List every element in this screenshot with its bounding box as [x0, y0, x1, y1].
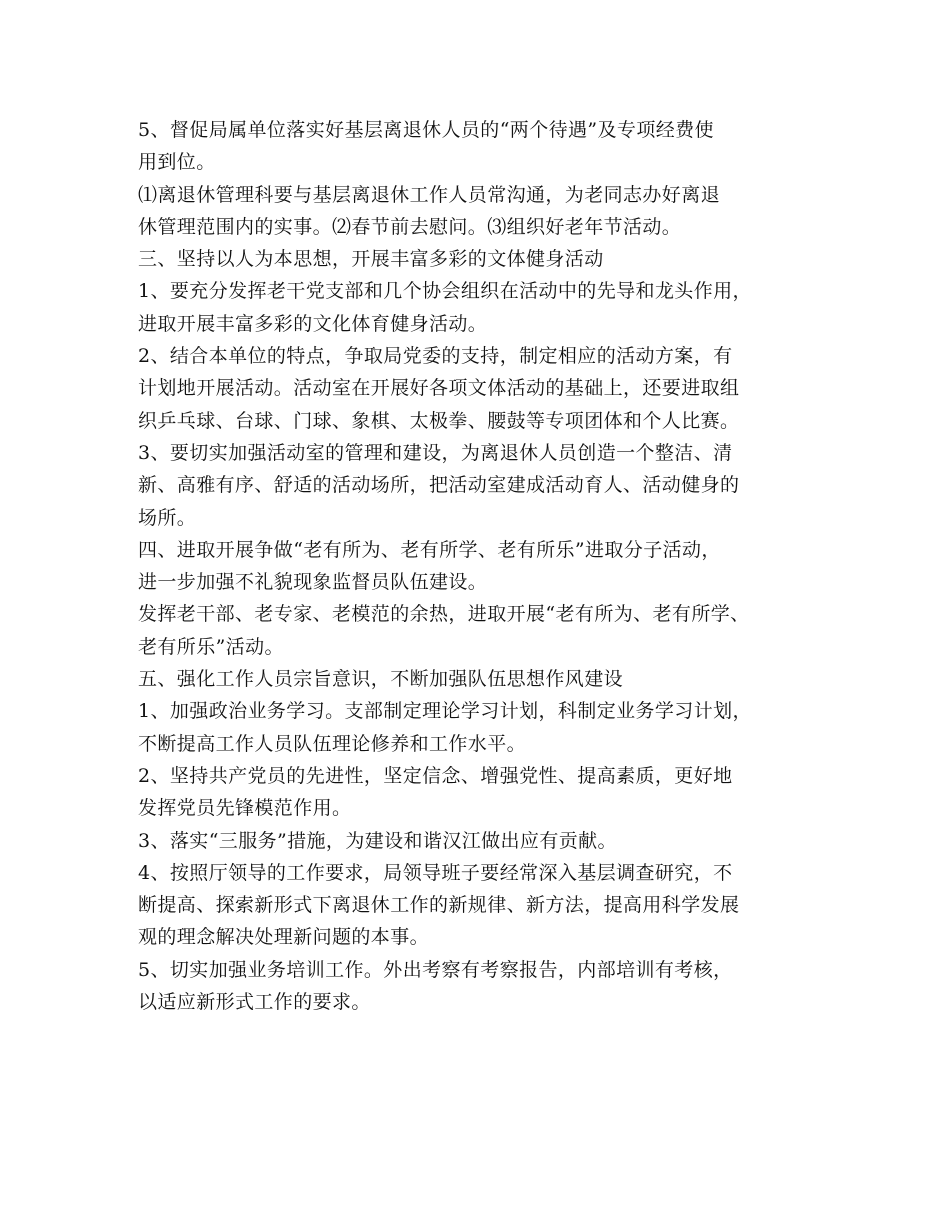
- text-line: 发挥党员先锋模范作用。: [138, 797, 352, 820]
- text-line: 发挥老干部、老专家、老模范的余热，进取开展“老有所为、老有所学、: [138, 603, 750, 626]
- text-line: 场所。: [138, 506, 197, 529]
- text-line: 不断提高工作人员队伍理论修养和工作水平。: [138, 732, 527, 755]
- section-heading: 五、强化工作人员宗旨意识，不断加强队伍思想作风建设: [138, 668, 624, 691]
- text-line: 进取开展丰富多彩的文化体育健身活动。: [138, 312, 488, 335]
- text-line: 5、切实加强业务培训工作。外出考察有考察报告，内部培训有考核，: [138, 958, 733, 981]
- text-line: 用到位。: [138, 151, 216, 174]
- document-body: [138, 114, 838, 1018]
- text-line: 织乒乓球、台球、门球、象棋、太极拳、腰鼓等专项团体和个人比赛。: [138, 409, 740, 432]
- text-line: 3、要切实加强活动室的管理和建设，为离退休人员创造一个整洁、清: [138, 441, 733, 464]
- text-line: 2、结合本单位的特点，争取局党委的支持，制定相应的活动方案，有: [138, 345, 733, 368]
- text-line: 3、落实“三服务”措施，为建设和谐汉江做出应有贡献。: [138, 829, 617, 852]
- text-line: 观的理念解决处理新问题的本事。: [138, 926, 430, 949]
- text-line: 1、要充分发挥老干党支部和几个协会组织在活动中的先导和龙头作用，: [138, 280, 752, 303]
- text-line: 4、按照厅领导的工作要求，局领导班子要经常深入基层调查研究，不: [138, 861, 733, 884]
- text-line: 老有所乐”活动。: [138, 635, 284, 658]
- section-heading: 三、坚持以人为本思想，开展丰富多彩的文体健身活动: [138, 248, 604, 271]
- section-heading: 四、进取开展争做“老有所为、老有所学、老有所乐”进取分子活动，: [138, 538, 721, 561]
- text-line: 新、高雅有序、舒适的活动场所，把活动室建成活动育人、活动健身的: [138, 474, 740, 497]
- text-line: 计划地开展活动。活动室在开展好各项文体活动的基础上，还要进取组: [138, 377, 740, 400]
- text-line: 以适应新形式工作的要求。: [138, 991, 371, 1014]
- text-line: 1、加强政治业务学习。支部制定理论学习计划，科制定业务学习计划，: [138, 700, 752, 723]
- text-line: 2、坚持共产党员的先进性，坚定信念、增强党性、提高素质，更好地: [138, 764, 733, 787]
- text-line: 休管理范围内的实事。⑵春节前去慰问。⑶组织好老年节活动。: [138, 215, 682, 238]
- text-line: ⑴离退休管理科要与基层离退休工作人员常沟通，为老同志办好离退: [138, 183, 721, 206]
- text-line: 进一步加强不礼貌现象监督员队伍建设。: [138, 571, 488, 594]
- text-line: 5、督促局属单位落实好基层离退休人员的“两个待遇”及专项经费使: [138, 119, 714, 141]
- text-line: 断提高、探索新形式下离退休工作的新规律、新方法，提高用科学发展: [138, 894, 740, 917]
